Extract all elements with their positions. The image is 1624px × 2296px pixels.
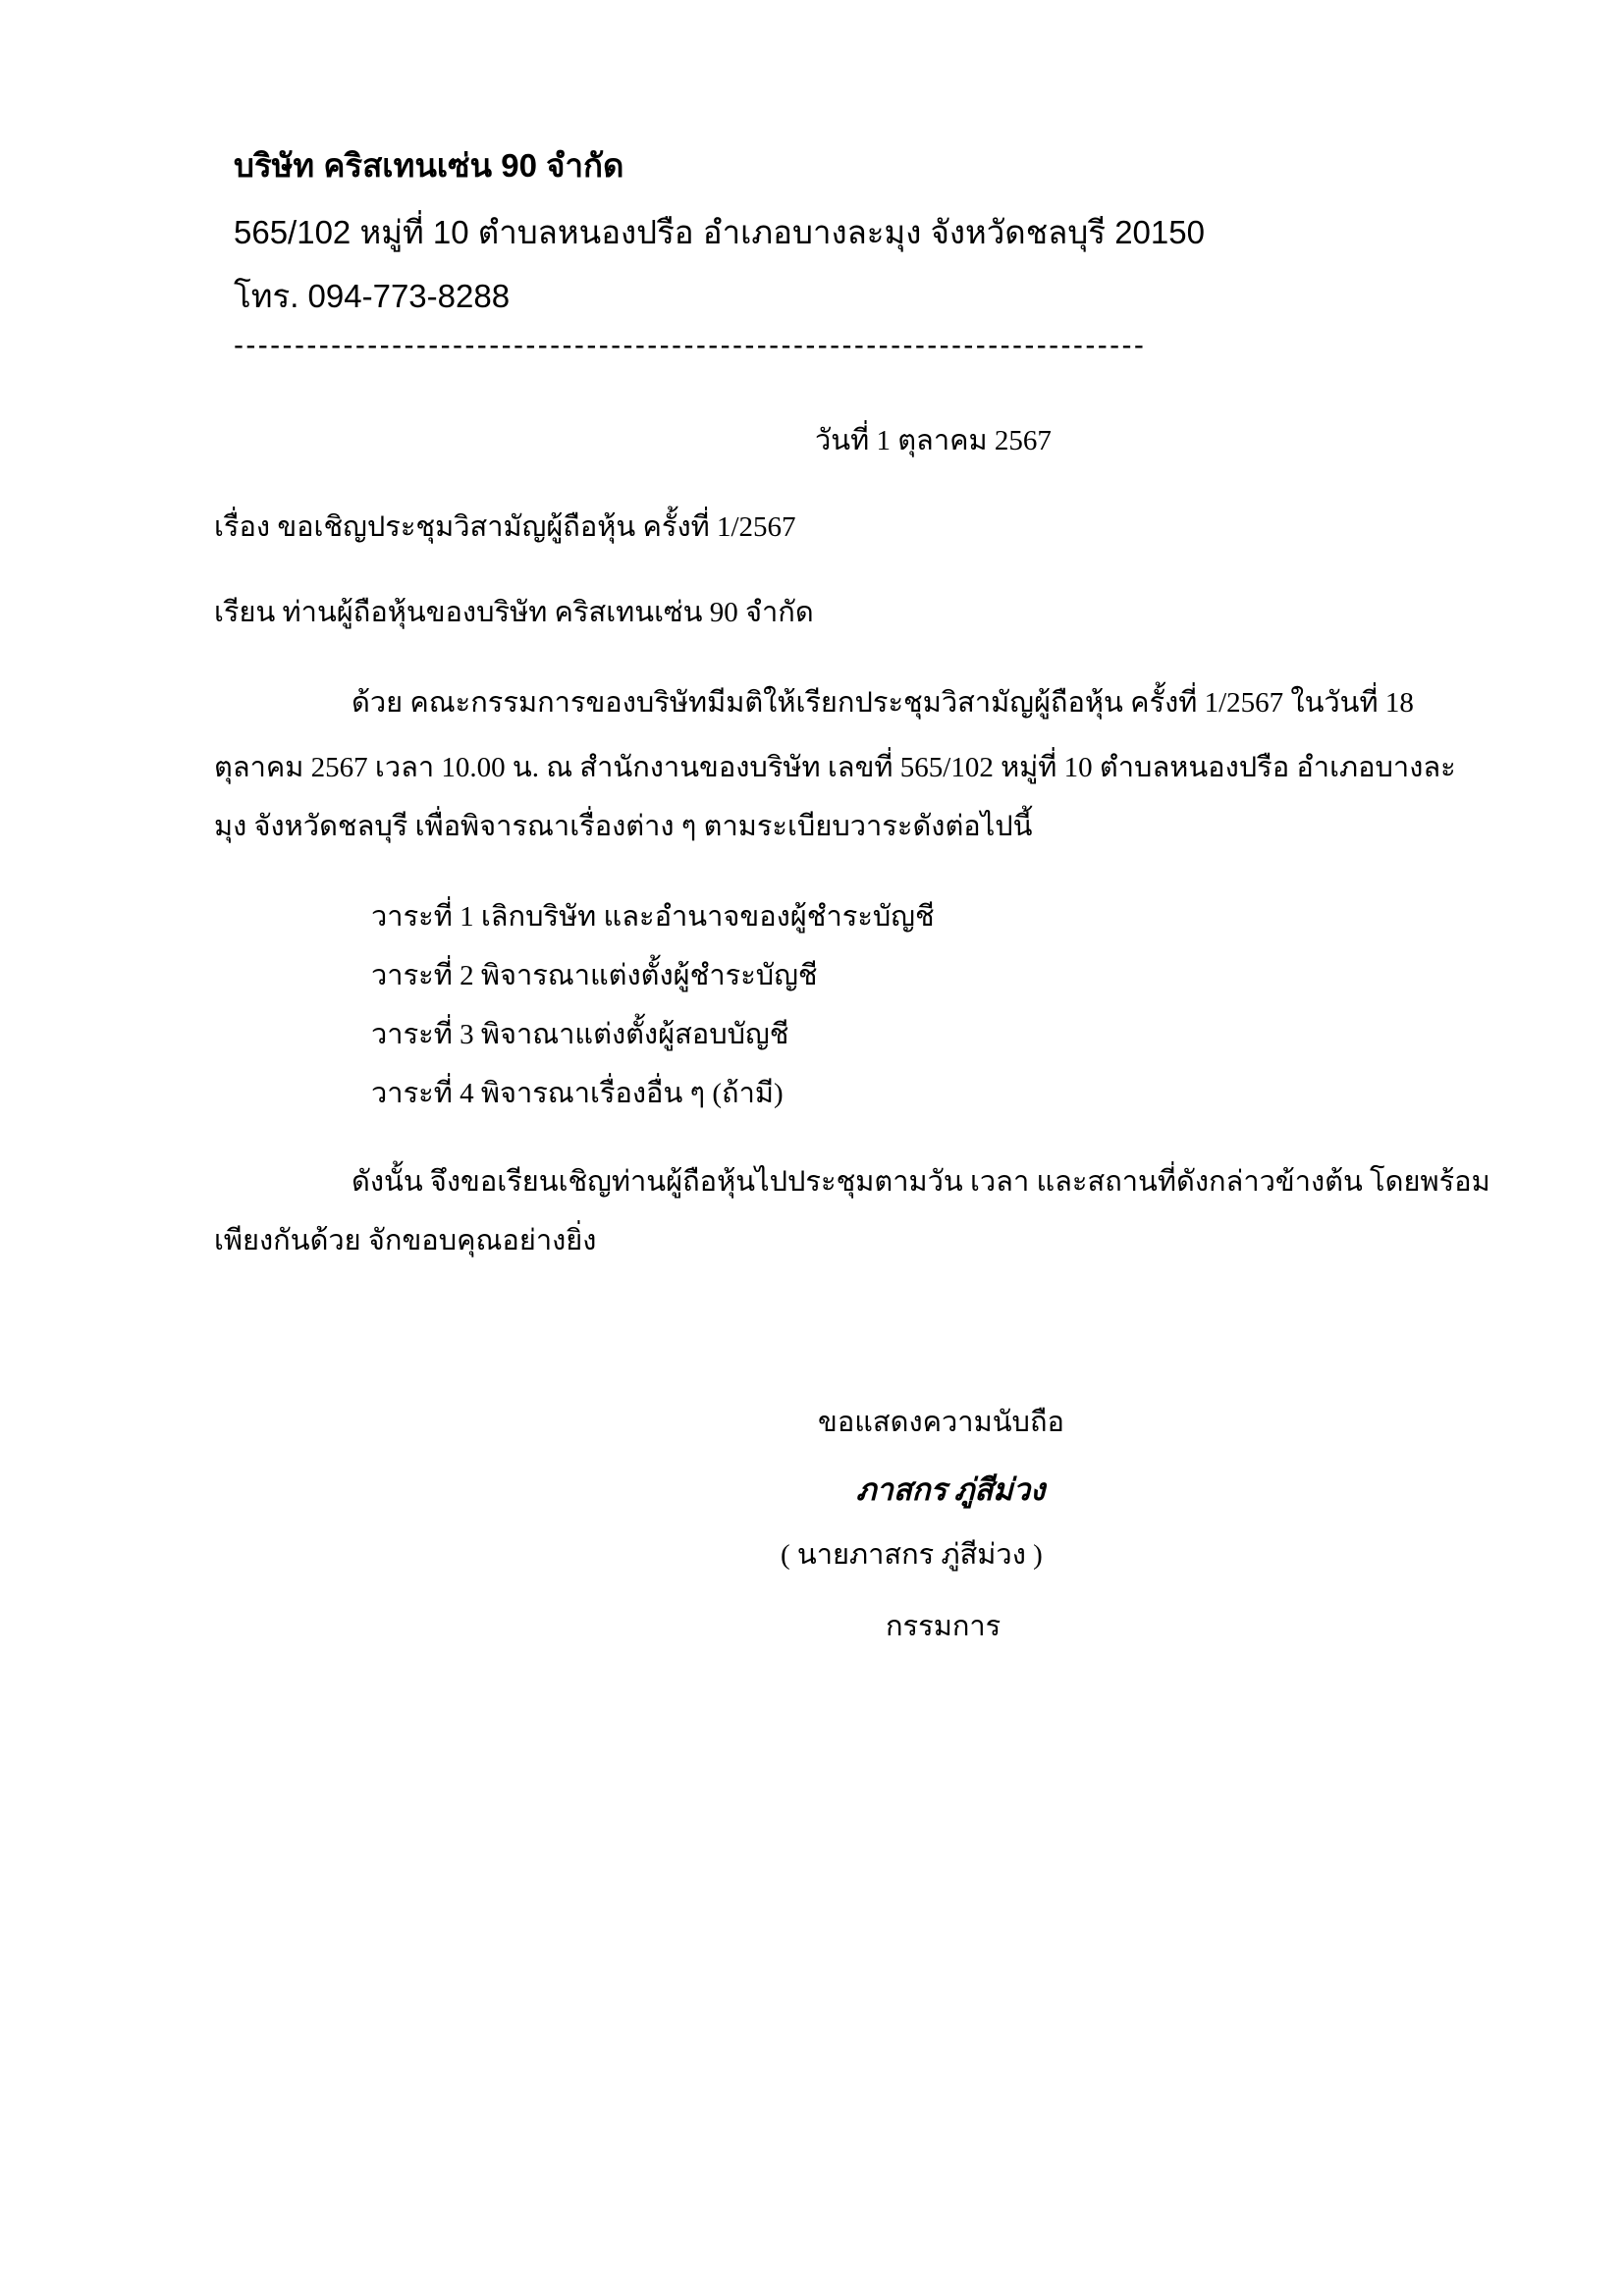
agenda-item: วาระที่ 1 เลิกบริษัท และอำนาจของผู้ชำระบัญชี: [371, 901, 935, 933]
signature: ภาสกร ภู่สีม่วง: [856, 1472, 1046, 1507]
letter-subject: เรื่อง ขอเชิญประชุมวิสามัญผู้ถือหุ้น ครั้งที่ 1/2567: [214, 511, 796, 543]
body-line: ด้วย คณะกรรมการของบริษัทมีมติให้เรียกประชุมวิสามัญผู้ถือหุ้น ครั้งที่ 1/2567 ในวันที่ 18: [352, 687, 1414, 719]
closing-line: เพียงกันด้วย จักขอบคุณอย่างยิ่ง: [214, 1225, 597, 1256]
body-line: มุง จังหวัดชลบุรี เพื่อพิจารณาเรื่องต่าง ๆ ตามระเบียบวาระดังต่อไปนี้: [214, 811, 1033, 842]
company-name: บริษัท คริสเทนเซ่น 90 จำกัด: [234, 147, 624, 184]
signer-title: กรรมการ: [886, 1611, 1001, 1642]
agenda-item: วาระที่ 3 พิจาณาแต่งตั้งผู้สอบบัญชี: [371, 1019, 789, 1050]
closing-phrase: ขอแสดงความนับถือ: [818, 1407, 1064, 1438]
letter-salutation: เรียน ท่านผู้ถือหุ้นของบริษัท คริสเทนเซ่น 90 จำกัด: [214, 597, 814, 628]
letter-date: วันที่ 1 ตุลาคม 2567: [815, 425, 1052, 456]
closing-line: ดังนั้น จึงขอเรียนเชิญท่านผู้ถือหุ้นไปประชุมตามวัน เวลา และสถานที่ดังกล่าวข้างต้น โดยพร้อม: [352, 1166, 1490, 1198]
agenda-item: วาระที่ 2 พิจารณาแต่งตั้งผู้ชำระบัญชี: [371, 960, 818, 991]
company-phone: โทร. 094-773-8288: [234, 278, 511, 314]
signer-name: ( นายภาสกร ภู่สีม่วง ): [781, 1539, 1043, 1571]
agenda-item: วาระที่ 4 พิจารณาเรื่องอื่น ๆ (ถ้ามี): [371, 1078, 784, 1109]
letterhead-divider: ---------------------------------------------------------------------------: [234, 329, 1147, 361]
body-line: ตุลาคม 2567 เวลา 10.00 น. ณ สำนักงานของบริษัท เลขที่ 565/102 หมู่ที่ 10 ตำบลหนองปรือ อำเภอบางละ: [214, 752, 1456, 783]
company-address: 565/102 หมู่ที่ 10 ตำบลหนองปรือ อำเภอบางละมุง จังหวัดชลบุรี 20150: [234, 214, 1205, 250]
